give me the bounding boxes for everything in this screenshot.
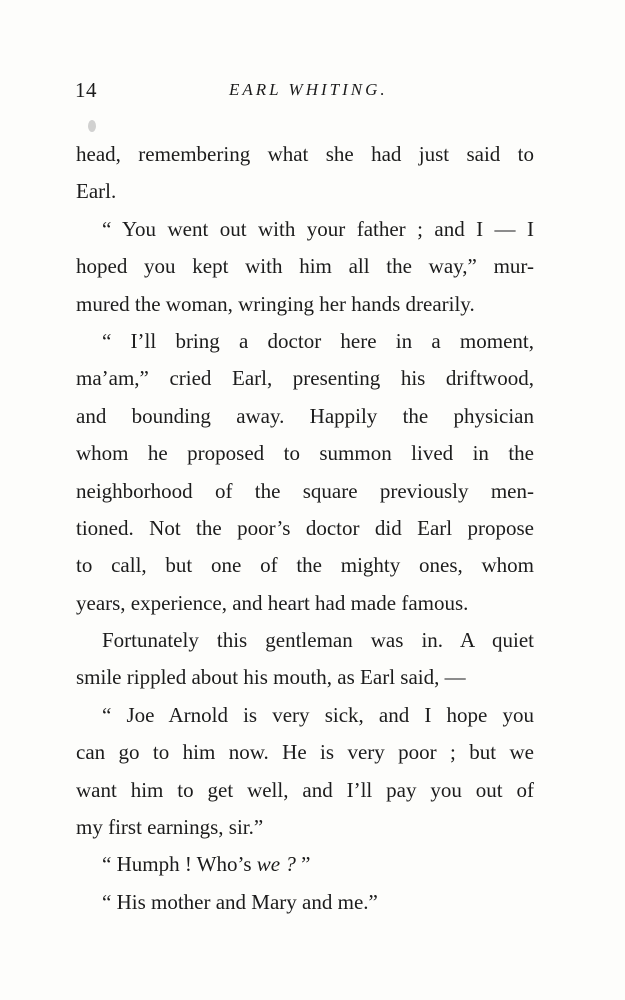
ink-smudge [88,120,96,132]
dialogue-text: ” [295,852,311,877]
text-line: tioned. Not the poor’s doctor did Earl propose [76,515,534,540]
text-line: can go to him now. He is very poor ; but we [76,740,534,765]
text-line: mured the woman, wringing her hands drearily. [76,291,475,316]
text-line [76,846,534,883]
text-line: head, remembering what she had just said to [76,142,534,166]
text-line: smile rippled about his mouth, as Earl said, — [76,665,466,690]
text-line: whom he proposed to summon lived in the [76,441,534,466]
text-line: “ His mother and Mary and me.” [102,889,378,914]
text-line: years, experience, and heart had made famous. [76,590,469,615]
text-line: neighborhood of the square previously men- [76,478,534,503]
dialogue-text: “ Humph ! Who’s [102,852,257,877]
running-head: EARL WHITING. [229,80,388,99]
italic-word: we ? [256,852,296,877]
body-text [76,136,534,921]
text-line: “ I’ll bring a doctor here in a moment, [102,328,534,353]
text-line: hoped you kept with him all the way,” mur- [76,254,534,279]
text-line: Earl. [76,179,117,204]
text-line: “ Joe Arnold is very sick, and I hope you [102,702,534,727]
text-line: “ You went out with your father ; and I — I [102,216,534,241]
text-line: Fortunately this gentleman was in. A quiet [102,628,534,653]
text-line: ma’am,” cried Earl, presenting his driftwood, [76,366,534,391]
page-header [75,78,535,108]
text-line: my first earnings, sir.” [76,815,264,840]
text-line: want him to get well, and I’ll pay you out of [76,777,534,802]
page-number: 14 [75,78,97,102]
text-line: to call, but one of the mighty ones, whom [76,553,534,578]
text-line: and bounding away. Happily the physician [76,403,534,428]
